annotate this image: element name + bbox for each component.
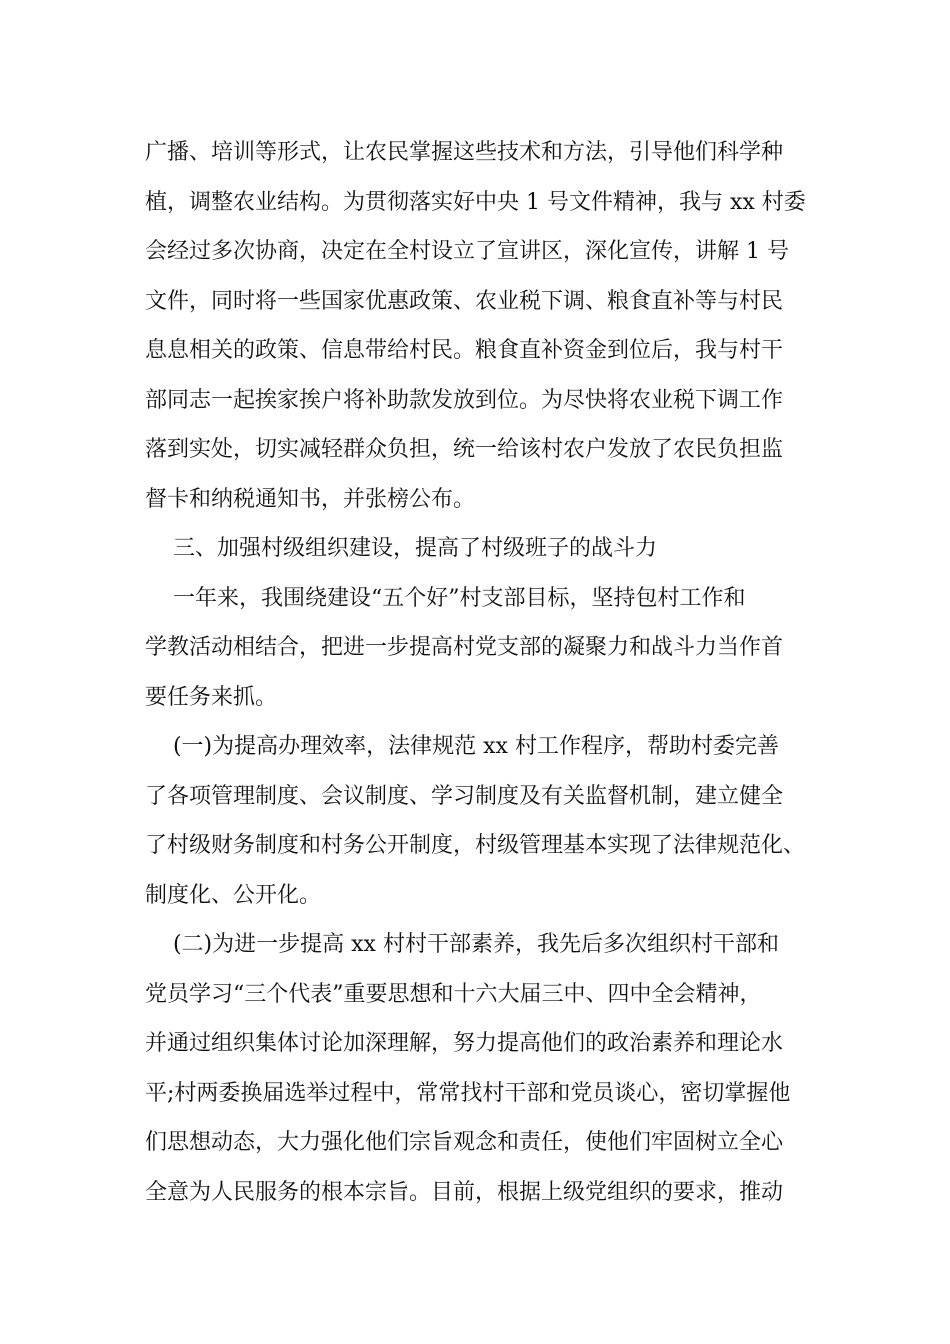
text-line-13: (一)为提高办理效率，法律规范 xx 村工作程序，帮助村委完善 bbox=[145, 734, 779, 759]
text-line-4: 文件，同时将一些国家优惠政策、农业税下调、粮食直补等与村民 bbox=[145, 288, 784, 314]
text-line-11: 学教活动相结合，把进一步提高村党支部的凝聚力和战斗力当作首 bbox=[145, 635, 784, 660]
text-line-3: 会经过多次协商，决定在全村设立了宣讲区，深化宣传，讲解 1 号 bbox=[145, 239, 789, 264]
text-line-10: 一年来，我围绕建设“五个好”村支部目标，坚持包村工作和 bbox=[145, 585, 746, 611]
text-line-12: 要任务来抓。 bbox=[145, 684, 278, 710]
section-heading: 三、加强村级组织建设，提高了村级班子的战斗力 bbox=[145, 536, 657, 561]
text-line-14: 了各项管理制度、会议制度、学习制度及有关监督机制，建立健全 bbox=[145, 783, 784, 809]
text-line-6: 部同志一起挨家挨户将补助款发放到位。为尽快将农业税下调工作 bbox=[145, 387, 784, 413]
text-line-8: 督卡和纳税通知书，并张榜公布。 bbox=[145, 486, 476, 512]
text-line-21: 们思想动态，大力强化他们宗旨观念和责任，使他们牢固树立全心 bbox=[145, 1130, 784, 1155]
text-line-16: 制度化、公开化。 bbox=[145, 882, 322, 908]
text-line-5: 息息相关的政策、信息带给村民。粮食直补资金到位后，我与村干 bbox=[145, 338, 784, 363]
text-line-20: 平;村两委换届选举过程中，常常找村干部和党员谈心，密切掌握他 bbox=[145, 1080, 791, 1106]
text-line-1: 广播、培训等形式，让农民掌握这些技术和方法，引导他们科学种 bbox=[145, 140, 784, 165]
text-line-7: 落到实处，切实减轻群众负担，统一给该村农户发放了农民负担监 bbox=[145, 437, 784, 462]
text-line-18: 党员学习“三个代表”重要思想和十六大届三中、四中全会精神， bbox=[145, 981, 762, 1007]
text-line-17: (二)为进一步提高 xx 村村干部素养，我先后多次组织村干部和 bbox=[145, 932, 779, 957]
body-text bbox=[145, 128, 825, 1217]
text-line-22: 全意为人民服务的根本宗旨。目前，根据上级党组织的要求，推动 bbox=[145, 1179, 784, 1205]
text-line-2: 植，调整农业结构。为贯彻落实好中央 1 号文件精神，我与 xx 村委 bbox=[145, 189, 806, 215]
text-line-15: 了村级财务制度和村务公开制度，村级管理基本实现了法律规范化、 bbox=[145, 833, 806, 858]
text-line-19: 并通过组织集体讨论加深理解，努力提高他们的政治素养和理论水 bbox=[145, 1031, 784, 1056]
